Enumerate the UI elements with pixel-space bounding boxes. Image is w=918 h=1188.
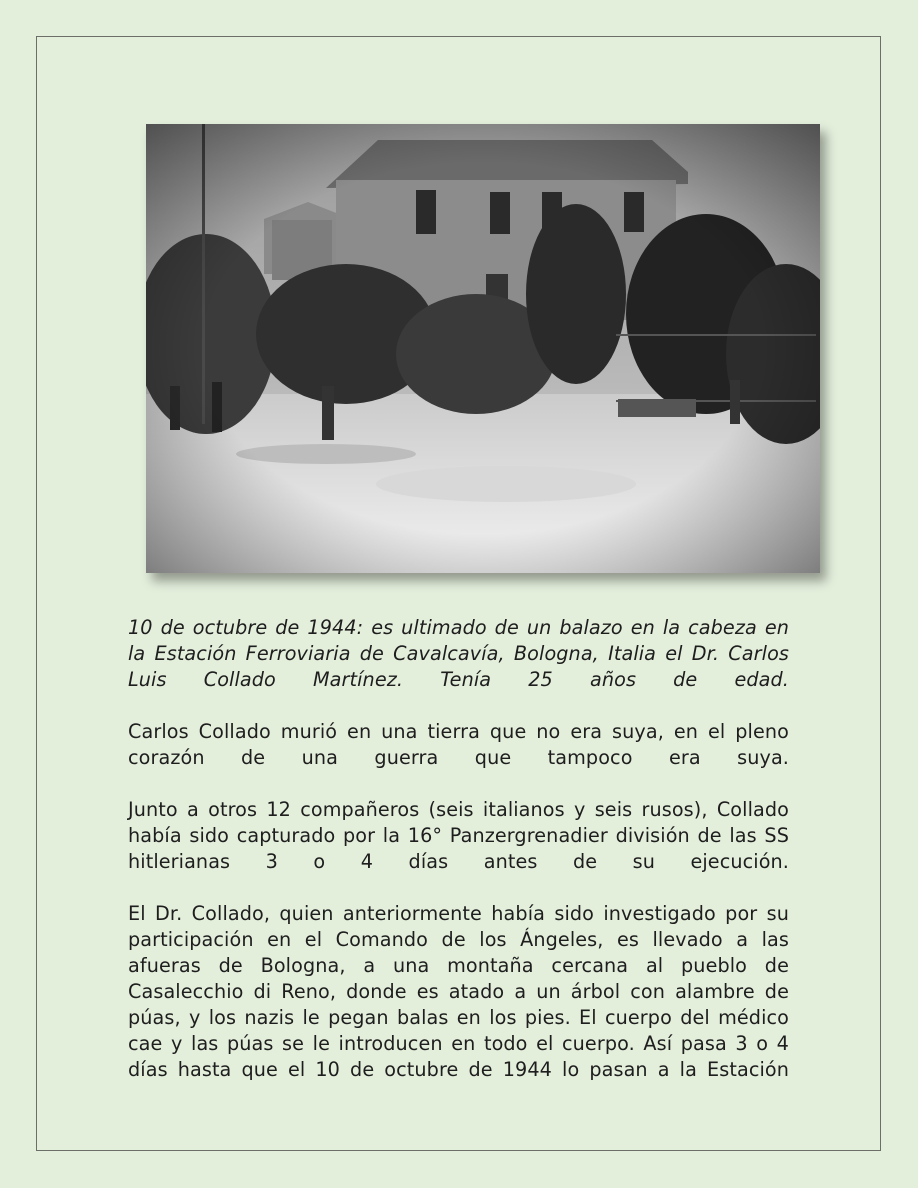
- paragraph-3: El Dr. Collado, quien anteriormente había sido investigado por su participación en el Comando de los Ángeles, es llevado a las afueras de Bologna, a una montaña cercana al pueblo de Casalecchio di Reno, donde es atado a un árbol con alambre de púas, y los nazis le pegan balas en los pies. El cuerpo del médico cae y las púas se le introducen en todo el cuerpo. Así pasa 3 o 4 días hasta que el 10 de octubre de 1944 lo pasan a la Estación: [128, 902, 789, 1081]
- article-text: [128, 615, 789, 1083]
- paragraph-1: Carlos Collado murió en una tierra que no era suya, en el pleno corazón de una guerra que tampoco era suya.: [128, 720, 789, 769]
- historical-photo: [146, 124, 820, 573]
- photo-caption: 10 de octubre de 1944: es ultimado de un balazo en la cabeza en la Estación Ferroviaria de Cavalcavía, Bologna, Italia el Dr. Carlos Luis Collado Martínez. Tenía 25 años de edad.: [128, 616, 789, 691]
- paragraph-2: Junto a otros 12 compañeros (seis italianos y seis rusos), Collado había sido capturado por la 16° Panzergrenadier división de las SS hitlerianas 3 o 4 días antes de su ejecución.: [128, 798, 789, 873]
